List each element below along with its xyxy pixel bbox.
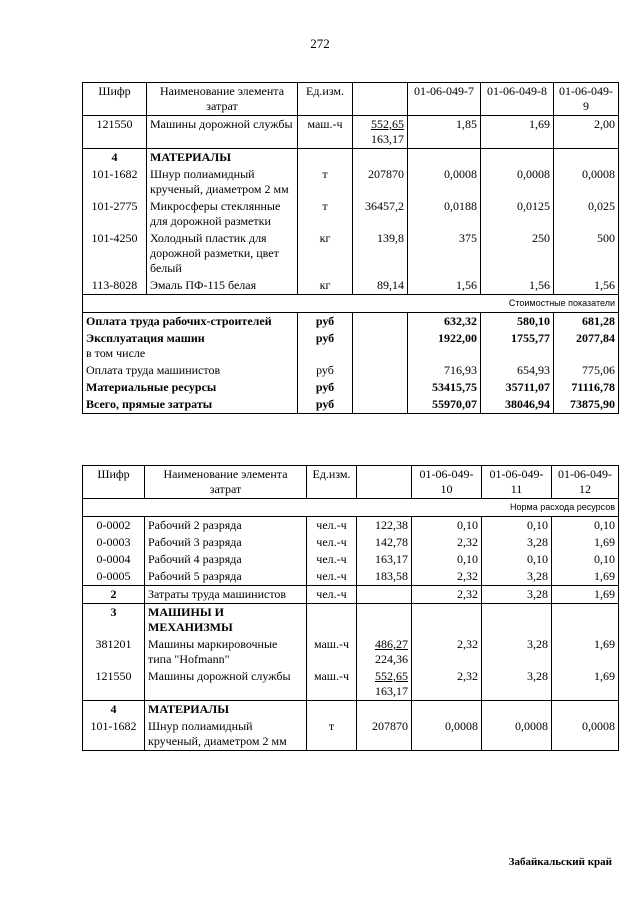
header-col-2: 01-06-049-11 (482, 466, 552, 499)
header-col-3: 01-06-049-12 (552, 466, 619, 499)
resource-table-2 (82, 465, 619, 751)
header-price (353, 83, 408, 116)
table-row: 101-4250 Холодный пластик для дорожной разметки, цвет белый кг 139,8 375 250 500 (83, 230, 619, 277)
norm-label-row (83, 499, 619, 517)
section-header-machines: 3 МАШИНЫ И МЕХАНИЗМЫ (83, 604, 619, 637)
header-code: Шифр (83, 83, 147, 116)
resource-table-1 (82, 82, 619, 414)
header-name: Наименование элемента затрат (145, 466, 307, 499)
table-row: 381201 Машины маркировочные типа "Hofmann" маш.-ч 486,27 224,36 2,32 3,28 1,69 (83, 636, 619, 668)
header-col-1: 01-06-049-10 (412, 466, 482, 499)
header-unit: Ед.изм. (298, 83, 353, 116)
table-row: 2 Затраты труда машинистов чел.-ч 2,32 3,28 1,69 (83, 586, 619, 604)
table-row: 101-1682 Шнур полиамидный крученый, диаметром 2 мм т 207870 0,0008 0,0008 0,0008 (83, 718, 619, 751)
norm-label: Норма расхода ресурсов (83, 499, 619, 517)
table-row: 121550 Машины дорожной службы маш.-ч 552,65 163,17 1,85 1,69 2,00 (83, 116, 619, 149)
table-row: 0-0005 Рабочий 5 разряда чел.-ч 183,58 2,32 3,28 1,69 (83, 568, 619, 586)
header-col-1: 01-06-049-7 (408, 83, 481, 116)
table-row: 0-0002 Рабочий 2 разряда чел.-ч 122,38 0,10 0,10 0,10 (83, 517, 619, 535)
header-col-3: 01-06-049-9 (554, 83, 619, 116)
section-header-materials: 4 МАТЕРИАЛЫ (83, 701, 619, 719)
table-row: 101-1682 Шнур полиамидный крученый, диаметром 2 мм т 207870 0,0008 0,0008 0,0008 (83, 166, 619, 198)
table-row: Всего, прямые затраты руб 55970,07 38046,94 73875,90 (83, 396, 619, 414)
header-col-2: 01-06-049-8 (481, 83, 554, 116)
header-code: Шифр (83, 466, 145, 499)
header-unit: Ед.изм. (307, 466, 357, 499)
table-row: Эксплуатация машин в том числе руб 1922,00 1755,77 2077,84 (83, 330, 619, 362)
section-header-materials: 4 МАТЕРИАЛЫ (83, 149, 619, 167)
cost-indicators-label-row (83, 295, 619, 313)
cost-indicators-label: Стоимостные показатели (83, 295, 619, 313)
table-header-row (83, 466, 619, 499)
table-row: 113-8028 Эмаль ПФ-115 белая кг 89,14 1,56 1,56 1,56 (83, 277, 619, 295)
page-number: 272 (310, 36, 330, 51)
header-price (357, 466, 412, 499)
footer-region: Забайкальский край (508, 856, 612, 868)
header-name: Наименование элемента затрат (147, 83, 298, 116)
table-row: 0-0003 Рабочий 3 разряда чел.-ч 142,78 2,32 3,28 1,69 (83, 534, 619, 551)
table-row: Материальные ресурсы руб 53415,75 35711,07 71116,78 (83, 379, 619, 396)
table-row: 101-2775 Микросферы стеклянные для дорожной разметки т 36457,2 0,0188 0,0125 0,025 (83, 198, 619, 230)
table-row: 0-0004 Рабочий 4 разряда чел.-ч 163,17 0,10 0,10 0,10 (83, 551, 619, 568)
table-header-row (83, 83, 619, 116)
table-row: Оплата труда машинистов руб 716,93 654,93 775,06 (83, 362, 619, 379)
table-row: Оплата труда рабочих-строителей руб 632,32 580,10 681,28 (83, 313, 619, 331)
table-row: 121550 Машины дорожной службы маш.-ч 552,65 163,17 2,32 3,28 1,69 (83, 668, 619, 701)
